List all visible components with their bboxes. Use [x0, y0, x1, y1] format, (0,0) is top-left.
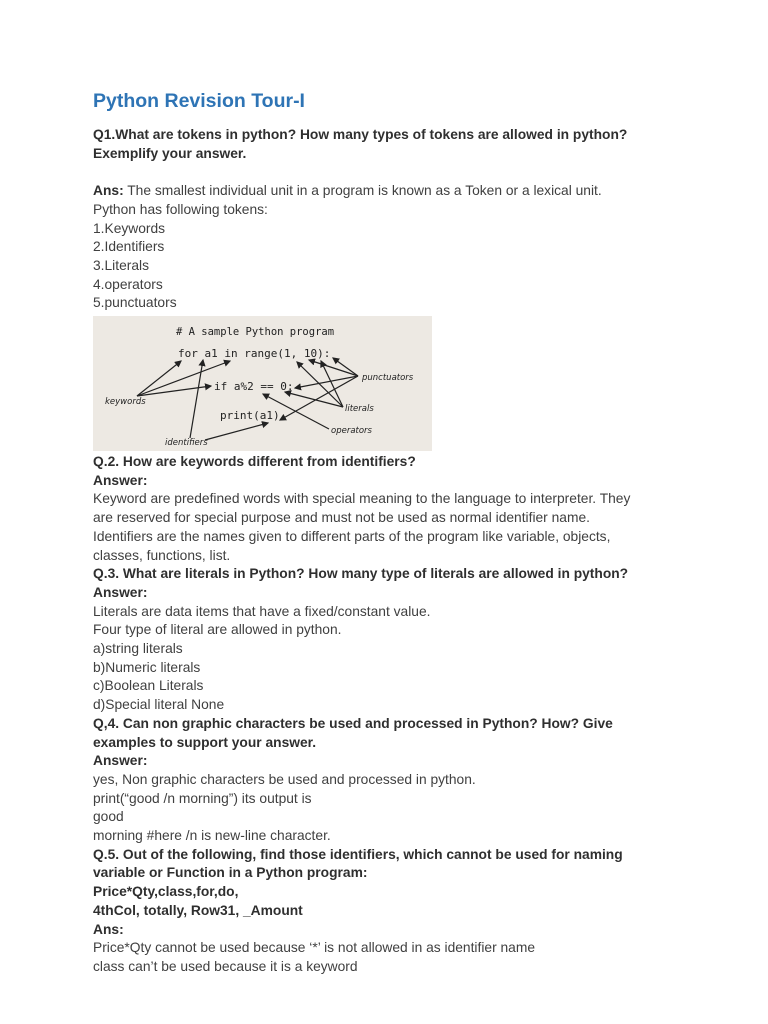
- q1-line: 1.Keywords: [93, 220, 166, 236]
- q2-question: Q.2. How are keywords different from identifiers?: [93, 454, 416, 470]
- q1-line: Python has following tokens:: [93, 201, 268, 217]
- q4-answer-label: Answer:: [93, 753, 148, 769]
- diagram-label-keywords: keywords: [105, 397, 146, 408]
- q1-ans-label: Ans:: [93, 183, 124, 199]
- q4-question-line-2: examples to support your answer.: [93, 734, 317, 750]
- page-title: Python Revision Tour-I: [93, 90, 305, 112]
- q3-answer-label: Answer:: [93, 584, 148, 600]
- q4-question-line-1: Q,4. Can non graphic characters be used and processed in Python? How? Give: [93, 715, 613, 731]
- diagram-code-line: print(a1): [220, 409, 280, 423]
- q1-line: 4.operators: [93, 276, 163, 292]
- token-diagram-image: [93, 316, 432, 451]
- q5-question-line-1: Q.5. Out of the following, find those identifiers, which cannot be used for naming: [93, 846, 623, 862]
- q1-question-line-2: Exemplify your answer.: [93, 145, 247, 161]
- diagram-comment: # A sample Python program: [176, 326, 335, 339]
- q5-question-line-4: 4thCol, totally, Row31, _Amount: [93, 902, 303, 918]
- q5-ans-label: Ans:: [93, 921, 124, 937]
- q3-line: Four type of literal are allowed in python.: [93, 622, 342, 638]
- diagram-label-operators: operators: [331, 426, 372, 437]
- diagram-label-identifiers: identifiers: [165, 438, 208, 449]
- q1-ans-text: The smallest individual unit in a program is known as a Token or a lexical unit.: [123, 183, 602, 199]
- q4-line: yes, Non graphic characters be used and processed in python.: [93, 771, 476, 787]
- document-page: [93, 86, 693, 977]
- q4-line: morning #here /n is new-line character.: [93, 828, 331, 844]
- q4-line: good: [93, 809, 124, 825]
- diagram-label-punctuators: punctuators: [362, 373, 414, 384]
- q3-question: Q.3. What are literals in Python? How many type of literals are allowed in python?: [93, 566, 629, 582]
- diagram-code-line: for a1 in range(1, 10):: [178, 347, 331, 361]
- q3-line: b)Numeric literals: [93, 659, 201, 675]
- q1-line: 5.punctuators: [93, 295, 177, 311]
- q1-line: 2.Identifiers: [93, 239, 165, 255]
- q2-line: classes, functions, list.: [93, 547, 231, 563]
- q5-line: class can’t be used because it is a keyword: [93, 959, 358, 974]
- q3-line: a)string literals: [93, 641, 183, 657]
- q1-answer: [93, 182, 693, 201]
- q2-line: are reserved for special purpose and must not be used as normal identifier name.: [93, 510, 590, 526]
- q1-question-line-1: Q1.What are tokens in python? How many types of tokens are allowed in python?: [93, 127, 628, 142]
- q2-answer-label: Answer:: [93, 472, 148, 488]
- q2-line: Keyword are predefined words with special meaning to the language to interpreter. They: [93, 491, 631, 507]
- q2-line: Identifiers are the names given to different parts of the program like variable, objects,: [93, 528, 611, 544]
- diagram-label-literals: literals: [345, 404, 374, 415]
- q5-question-line-2: variable or Function in a Python program:: [93, 865, 368, 881]
- diagram-code-line: if a%2 == 0:: [214, 380, 294, 394]
- q3-line: d)Special literal None: [93, 697, 225, 713]
- q3-line: c)Boolean Literals: [93, 678, 204, 694]
- q1-line: 3.Literals: [93, 257, 149, 273]
- q5-line: Price*Qty cannot be used because ‘*’ is not allowed in as identifier name: [93, 940, 536, 956]
- q3-line: Literals are data items that have a fixed/constant value.: [93, 603, 431, 619]
- q5-question-line-3: Price*Qty,class,for,do,: [93, 884, 239, 900]
- q4-line: print(“good /n morning”) its output is: [93, 790, 312, 806]
